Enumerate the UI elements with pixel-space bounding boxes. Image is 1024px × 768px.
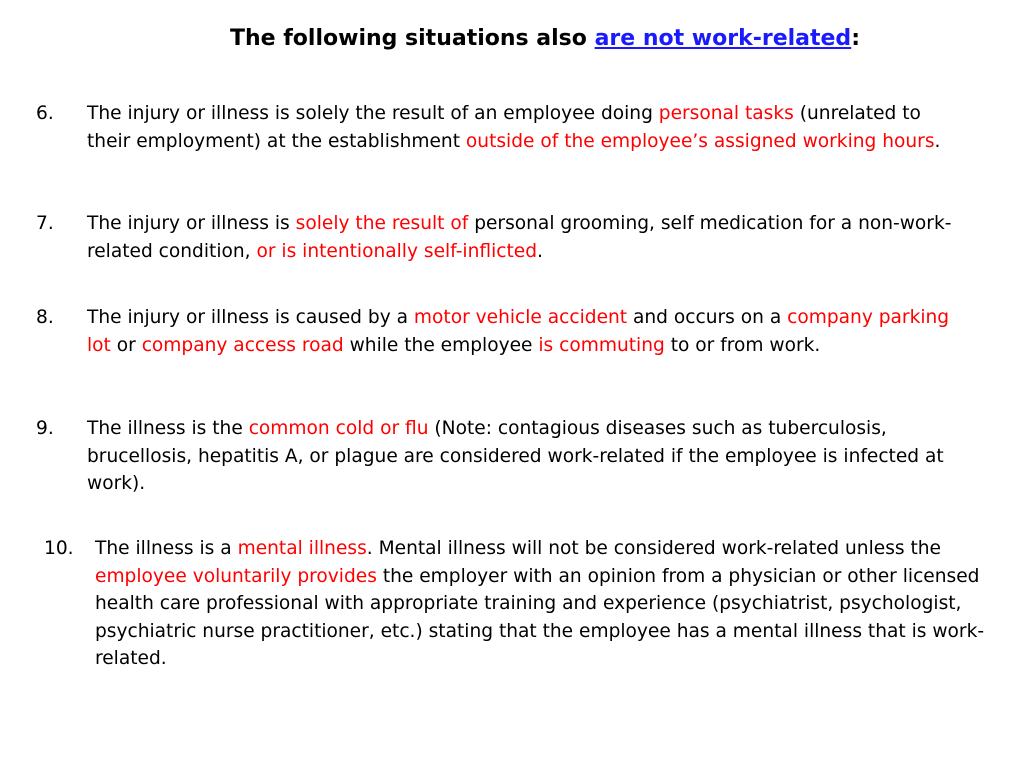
highlighted-phrase: personal tasks	[658, 103, 794, 124]
item-number: 10.	[44, 538, 74, 559]
text-segment: The injury or illness is caused by a	[87, 307, 414, 328]
text-segment: .	[934, 130, 941, 152]
highlighted-phrase: common cold or flu	[248, 418, 429, 439]
title-link[interactable]: are not work-related	[594, 26, 852, 51]
text-segment: (unrelated to their employment) at the establishment	[87, 103, 921, 152]
item-number: 9.	[36, 418, 54, 439]
highlighted-phrase: solely the result of	[295, 213, 469, 234]
highlighted-phrase: company access road	[141, 334, 344, 356]
text-segment: and occurs on a	[627, 307, 788, 328]
text-segment: the employer with an opinion from a physician or other licensed health care professional with appropriate training and experience (psychiatrist, psychologist, psychiatric nurse practitioner, etc.) stating that the employee has a mental illness that is work-related.	[95, 565, 985, 669]
text-segment: personal grooming, self medication for a non-work-related condition,	[87, 213, 952, 262]
item-text	[87, 304, 967, 359]
text-segment: or	[110, 334, 142, 356]
highlighted-phrase: mental illness	[237, 538, 367, 559]
item-number: 8.	[36, 307, 54, 328]
item-text	[87, 210, 967, 265]
text-segment: The illness is the	[87, 418, 249, 439]
text-segment: .	[537, 240, 543, 262]
title-suffix: :	[851, 26, 860, 51]
item-text	[87, 100, 967, 155]
item-text	[95, 535, 1020, 673]
item-number: 7.	[36, 213, 54, 234]
highlighted-phrase: motor vehicle accident	[413, 307, 628, 328]
text-segment: . Mental illness will not be considered work-related unless the	[366, 538, 941, 559]
text-segment: (Note: contagious diseases such as tuberculosis, brucellosis, hepatitis A, or plague are considered work-related if the employee is infected at work).	[87, 418, 944, 494]
highlighted-phrase: outside of the employee’s assigned working hours	[465, 130, 935, 152]
text-segment: The injury or illness is solely the result of an employee doing	[87, 103, 659, 124]
highlighted-phrase: employee voluntarily provides	[95, 565, 377, 587]
highlighted-phrase: is commuting	[538, 334, 665, 356]
title-prefix: The following situations also	[229, 26, 595, 51]
text-segment: while the employee	[343, 334, 539, 356]
text-segment: The injury or illness is	[87, 213, 296, 234]
text-segment: to or from work.	[664, 334, 821, 356]
text-segment: The illness is a	[95, 538, 238, 559]
slide-title	[0, 22, 1024, 56]
highlighted-phrase: company parking lot	[87, 307, 950, 356]
item-number: 6.	[36, 103, 54, 124]
item-text	[87, 415, 967, 498]
highlighted-phrase: or is intentionally self-inflicted	[256, 240, 537, 262]
